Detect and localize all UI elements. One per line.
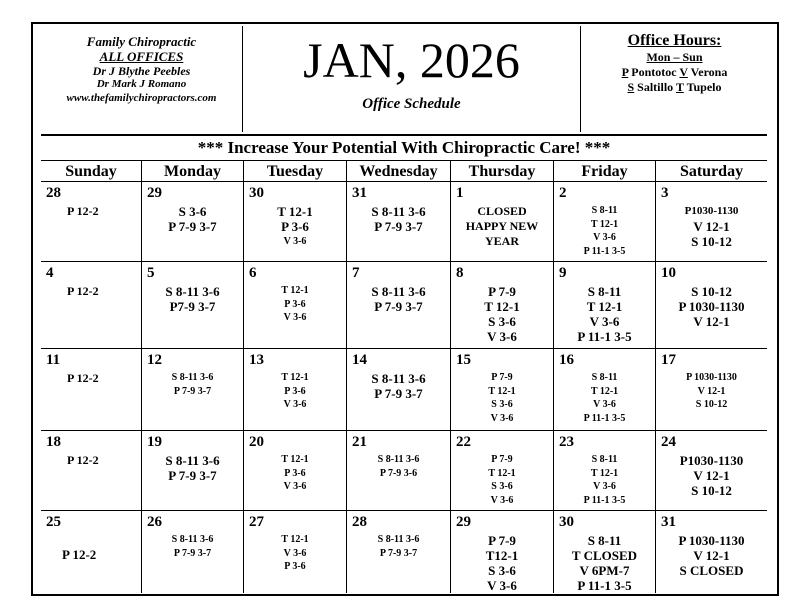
schedule-entry: V 3-6: [283, 547, 307, 559]
schedule-entries: [142, 284, 243, 314]
schedule-entry: S 8-11: [591, 454, 618, 465]
day-number: 5: [147, 265, 155, 281]
schedule-entries: [656, 371, 767, 412]
day-number: 6: [249, 265, 257, 281]
schedule-subtitle: Office Schedule: [362, 96, 461, 112]
day-cell: [347, 349, 451, 431]
weekday-header-friday: Friday: [554, 161, 656, 182]
weekday-header-sunday: Sunday: [41, 161, 142, 182]
schedule-entries: [244, 371, 346, 412]
schedule-entry: P 12-2: [67, 453, 99, 467]
schedule-entry: T 12-1: [590, 467, 619, 479]
day-number: 27: [249, 514, 264, 530]
key-letter-p: P: [621, 65, 629, 79]
schedule-entry: S CLOSED: [679, 563, 744, 578]
day-cell: [554, 262, 656, 349]
schedule-entries: [67, 284, 141, 299]
schedule-entries: [554, 284, 655, 344]
schedule-entry: P 11-1 3-5: [583, 245, 626, 257]
schedule-entry: V 12-1: [693, 314, 730, 329]
schedule-entry: P 7-9 3-7: [168, 468, 217, 483]
schedule-entries: [451, 204, 553, 249]
office-hours-title: Office Hours:: [627, 32, 722, 49]
day-cell: [554, 511, 656, 593]
schedule-entry: S 8-11: [587, 284, 622, 299]
schedule-entry: T 12-1: [281, 534, 309, 545]
schedule-entries: [347, 371, 450, 401]
calendar-page: [31, 22, 779, 596]
schedule-entry: S 8-11: [587, 533, 622, 548]
schedule-entry: P 3-6: [284, 298, 306, 310]
schedule-entry: S 3-6: [491, 399, 513, 410]
schedule-entry: S 10-12: [691, 284, 732, 299]
schedule-entry: P 3-6: [284, 467, 306, 479]
key-letter-v: V: [679, 65, 688, 79]
day-cell: [656, 349, 767, 431]
schedule-entry: P 7-9 3-7: [168, 219, 217, 234]
promo-banner: *** Increase Your Potential With Chiropractic Care! ***: [41, 136, 767, 161]
day-cell: [554, 182, 656, 262]
schedule-entry: P 11-1 3-5: [577, 578, 632, 593]
schedule-entry: S 3-6: [491, 481, 513, 492]
schedule-entry: S 8-11 3-6: [165, 453, 220, 468]
day-number: 9: [559, 265, 567, 281]
calendar-header: [41, 26, 767, 136]
day-number: 20: [249, 434, 264, 450]
schedule-entry: P 12-2: [62, 547, 97, 562]
day-cell: [41, 431, 142, 511]
schedule-entry: P 7-9 3-6: [379, 467, 418, 479]
key-letter-s: S: [627, 80, 635, 94]
schedule-entry: P 7-9 3-7: [374, 386, 423, 401]
schedule-entry: CLOSED: [477, 204, 527, 218]
day-cell: [451, 262, 554, 349]
schedule-entries: [656, 284, 767, 329]
day-number: 17: [661, 352, 676, 368]
day-cell: [244, 511, 347, 593]
day-cell: [244, 262, 347, 349]
day-cell: [554, 349, 656, 431]
schedule-entries: [347, 453, 450, 480]
day-cell: [451, 349, 554, 431]
schedule-entry: V 12-1: [693, 548, 730, 563]
schedule-entry: P 1030-1130: [678, 299, 745, 314]
schedule-entry: S 8-11 3-6: [377, 534, 420, 545]
schedule-entries: [244, 533, 346, 574]
schedule-entries: [554, 371, 655, 425]
day-number: 12: [147, 352, 162, 368]
schedule-entry: P 3-6: [284, 561, 306, 572]
day-cell: [244, 182, 347, 262]
month-title-block: [243, 26, 580, 132]
schedule-entries: [451, 533, 553, 593]
schedule-entries: [142, 204, 243, 234]
day-number: 19: [147, 434, 162, 450]
schedule-entry: S 8-11 3-6: [377, 454, 420, 465]
schedule-entry: P 3-6: [281, 219, 309, 234]
schedule-entry: T 12-1: [281, 285, 309, 296]
schedule-entry: S 3-6: [488, 563, 516, 578]
day-number: 29: [456, 514, 471, 530]
day-cell: [244, 431, 347, 511]
day-cell: [451, 511, 554, 593]
day-number: 30: [559, 514, 574, 530]
day-cell: [142, 262, 244, 349]
day-cell: [41, 511, 142, 593]
location-key-line-1: [581, 65, 768, 80]
schedule-entry: V 6PM-7: [579, 563, 630, 578]
schedule-entry: P7-9 3-7: [169, 299, 216, 314]
month-title: JAN, 2026: [303, 32, 520, 88]
key-name-saltillo: Saltillo: [637, 80, 674, 94]
schedule-entry: P 7-9: [491, 372, 513, 383]
schedule-entry: T 12-1: [590, 218, 619, 230]
day-number: 28: [46, 185, 61, 201]
day-cell: [142, 349, 244, 431]
day-number: 26: [147, 514, 162, 530]
schedule-entry: S 3-6: [488, 314, 516, 329]
schedule-entries: [142, 453, 243, 483]
schedule-entry: P 7-9 3-7: [374, 299, 423, 314]
day-cell: [41, 182, 142, 262]
schedule-entries: [142, 371, 243, 398]
all-offices-label: ALL OFFICES: [99, 49, 184, 64]
office-hours-days: Mon – Sun: [646, 50, 703, 64]
day-cell: [244, 349, 347, 431]
weekday-header-monday: Monday: [142, 161, 244, 182]
schedule-entry: P 11-1 3-5: [583, 412, 626, 424]
day-cell: [656, 182, 767, 262]
schedule-entry: P 1030-1130: [678, 533, 745, 548]
day-number: 1: [456, 185, 464, 201]
weekday-header-saturday: Saturday: [656, 161, 767, 182]
schedule-entries: [656, 204, 767, 249]
day-number: 16: [559, 352, 574, 368]
schedule-entry: V 3-6: [593, 481, 616, 492]
day-number: 13: [249, 352, 264, 368]
day-number: 28: [352, 514, 367, 530]
schedule-entry: S 8-11 3-6: [171, 534, 214, 545]
schedule-entry: S 8-11 3-6: [371, 371, 426, 386]
day-cell: [347, 431, 451, 511]
schedule-entry: P 1030-1130: [686, 372, 737, 383]
schedule-entry: T 12-1: [281, 372, 309, 383]
office-hours-block: [580, 26, 768, 132]
schedule-entry: V 12-1: [697, 385, 726, 397]
schedule-entry: S 8-11 3-6: [171, 372, 214, 383]
day-number: 2: [559, 185, 567, 201]
schedule-entry: V 3-6: [487, 578, 517, 593]
schedule-entry: V 3-6: [487, 329, 517, 344]
day-cell: [451, 431, 554, 511]
day-cell: [656, 511, 767, 593]
schedule-entry: V 3-6: [490, 412, 514, 424]
schedule-entries: [142, 533, 243, 560]
schedule-entries: [347, 284, 450, 314]
schedule-entries: [244, 453, 346, 494]
day-number: 4: [46, 265, 54, 281]
schedule-entries: [67, 204, 141, 219]
schedule-entry: S 8-11: [591, 205, 618, 216]
day-number: 22: [456, 434, 471, 450]
schedule-entry: P 7-9 3-7: [173, 547, 212, 559]
schedule-entries: [67, 453, 141, 468]
schedule-entry: T 12-1: [277, 204, 313, 219]
calendar-sheet: [41, 26, 767, 593]
day-number: 10: [661, 265, 676, 281]
day-cell: [142, 182, 244, 262]
schedule-entries: [656, 533, 767, 578]
key-letter-t: T: [675, 80, 684, 94]
day-cell: [451, 182, 554, 262]
day-cell: [656, 262, 767, 349]
schedule-entry: S 8-11 3-6: [371, 204, 426, 219]
day-number: 24: [661, 434, 676, 450]
practice-info: [41, 26, 243, 132]
schedule-entry: S 10-12: [691, 234, 732, 249]
schedule-entry: S 8-11 3-6: [371, 284, 426, 299]
key-name-verona: Verona: [690, 65, 728, 79]
schedule-entry: S 10-12: [695, 399, 728, 410]
schedule-entry: P 12-2: [67, 204, 99, 218]
day-cell: [347, 182, 451, 262]
schedule-entry: P1030-1130: [679, 453, 744, 468]
schedule-entries: [554, 533, 655, 593]
schedule-entry: P 7-9: [491, 454, 513, 465]
schedule-entry: V 3-6: [593, 232, 616, 243]
day-number: 23: [559, 434, 574, 450]
schedule-entry: V 12-1: [693, 468, 730, 483]
schedule-entry: P 7-9: [488, 533, 516, 548]
schedule-entries: [656, 453, 767, 498]
day-number: 3: [661, 185, 669, 201]
schedule-entry: S 3-6: [178, 204, 207, 219]
schedule-entry: P 3-6: [284, 385, 306, 397]
schedule-entry: S 10-12: [691, 483, 732, 498]
key-name-pontotoc: Pontotoc: [631, 65, 677, 79]
schedule-entry: YEAR: [484, 234, 519, 248]
schedule-entry: T 12-1: [590, 385, 619, 397]
doctor-name-2: Dr Mark J Romano: [96, 78, 187, 90]
schedule-entry: P 12-2: [67, 284, 99, 298]
weekday-header-wednesday: Wednesday: [347, 161, 451, 182]
schedule-entries: [62, 547, 141, 562]
schedule-entry: T CLOSED: [571, 548, 638, 563]
schedule-entry: P 11-1 3-5: [577, 329, 632, 344]
day-cell: [142, 431, 244, 511]
schedule-entry: P 7-9 3-7: [374, 219, 423, 234]
day-cell: [656, 431, 767, 511]
schedule-entry: T 12-1: [488, 385, 516, 397]
schedule-entry: S 8-11 3-6: [165, 284, 220, 299]
schedule-entry: HAPPY NEW: [465, 219, 539, 233]
schedule-entry: T12-1: [485, 548, 519, 563]
schedule-entries: [451, 453, 553, 507]
schedule-entry: S 8-11: [591, 372, 618, 383]
schedule-entry: T 12-1: [586, 299, 623, 314]
key-name-tupelo: Tupelo: [686, 80, 722, 94]
day-cell: [41, 262, 142, 349]
schedule-entry: P 11-1 3-5: [583, 494, 626, 506]
schedule-entry: T 12-1: [488, 467, 516, 479]
day-cell: [347, 262, 451, 349]
day-cell: [554, 431, 656, 511]
schedule-entry: P 7-9: [488, 284, 516, 299]
schedule-entry: P1030-1130: [684, 205, 739, 217]
practice-name: Family Chiropractic: [86, 34, 197, 49]
schedule-entries: [554, 453, 655, 507]
day-number: 18: [46, 434, 61, 450]
day-number: 31: [352, 185, 367, 201]
schedule-entry: V 3-6: [283, 312, 307, 323]
doctor-name-1: Dr J Blythe Peebles: [92, 64, 191, 78]
schedule-entry: V 3-6: [589, 314, 620, 329]
schedule-entries: [554, 204, 655, 258]
website-link[interactable]: www.thefamilychiropractors.com: [66, 92, 217, 104]
schedule-entries: [67, 371, 141, 386]
weekday-header-tuesday: Tuesday: [244, 161, 347, 182]
schedule-entry: V 3-6: [490, 494, 514, 506]
day-number: 21: [352, 434, 367, 450]
schedule-entry: V 3-6: [283, 236, 307, 247]
schedule-entry: T 12-1: [281, 454, 309, 465]
schedule-entries: [244, 204, 346, 249]
schedule-entries: [244, 284, 346, 325]
day-cell: [347, 511, 451, 593]
schedule-entry: P 7-9 3-7: [173, 385, 212, 397]
day-number: 11: [46, 352, 61, 368]
schedule-entries: [347, 204, 450, 234]
weekday-header-thursday: Thursday: [451, 161, 554, 182]
schedule-entry: V 3-6: [593, 399, 616, 410]
schedule-entry: V 12-1: [693, 219, 730, 234]
schedule-entry: P 7-9 3-7: [379, 547, 418, 559]
day-cell: [41, 349, 142, 431]
day-number: 31: [661, 514, 676, 530]
schedule-entry: V 3-6: [283, 481, 307, 492]
schedule-entries: [451, 284, 553, 344]
schedule-entry: V 3-6: [283, 399, 307, 410]
schedule-entries: [347, 533, 450, 560]
schedule-entry: T 12-1: [484, 299, 520, 314]
schedule-entry: P 12-2: [67, 371, 99, 385]
day-number: 7: [352, 265, 360, 281]
day-number: 25: [46, 514, 61, 530]
day-number: 30: [249, 185, 264, 201]
day-number: 8: [456, 265, 464, 281]
day-number: 14: [352, 352, 367, 368]
day-number: 29: [147, 185, 162, 201]
day-number: 15: [456, 352, 471, 368]
location-key-line-2: [581, 80, 768, 95]
day-cell: [142, 511, 244, 593]
schedule-entries: [451, 371, 553, 425]
